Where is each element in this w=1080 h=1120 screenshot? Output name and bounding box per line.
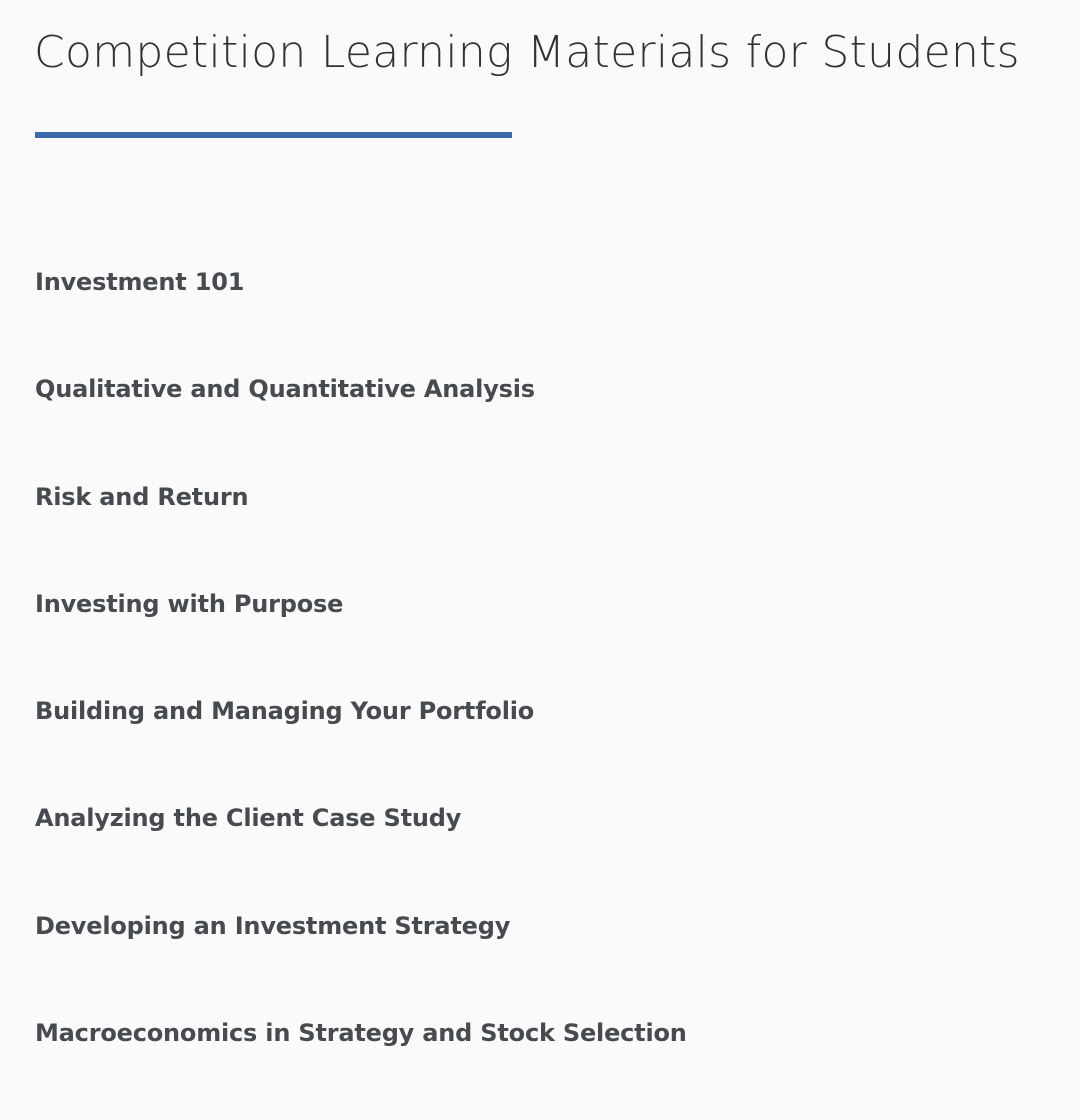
material-link-investing-with-purpose[interactable]: Investing with Purpose [35, 589, 344, 618]
material-link-building-managing-portfolio[interactable]: Building and Managing Your Portfolio [35, 697, 535, 726]
title-underline [35, 132, 512, 138]
material-link-investment-101[interactable]: Investment 101 [35, 268, 245, 296]
list-item [35, 1013, 687, 1120]
material-link-developing-investment-strategy[interactable]: Developing an Investment Strategy [35, 911, 511, 940]
list-item [35, 369, 687, 476]
material-link-macroeconomics-strategy-stock-selection[interactable]: Macroeconomics in Strategy and Stock Selection [35, 1019, 687, 1048]
list-item [35, 691, 687, 798]
list-item [35, 906, 687, 1013]
list-item [35, 584, 687, 691]
list-item [35, 262, 687, 369]
page-title: Competition Learning Materials for Students [34, 27, 1020, 78]
material-link-analyzing-client-case-study[interactable]: Analyzing the Client Case Study [35, 804, 462, 833]
list-item [35, 798, 687, 905]
material-link-risk-and-return[interactable]: Risk and Return [35, 482, 249, 511]
material-link-qualitative-quantitative-analysis[interactable]: Qualitative and Quantitative Analysis [35, 375, 535, 404]
list-item [35, 477, 687, 584]
materials-list [35, 262, 687, 1120]
